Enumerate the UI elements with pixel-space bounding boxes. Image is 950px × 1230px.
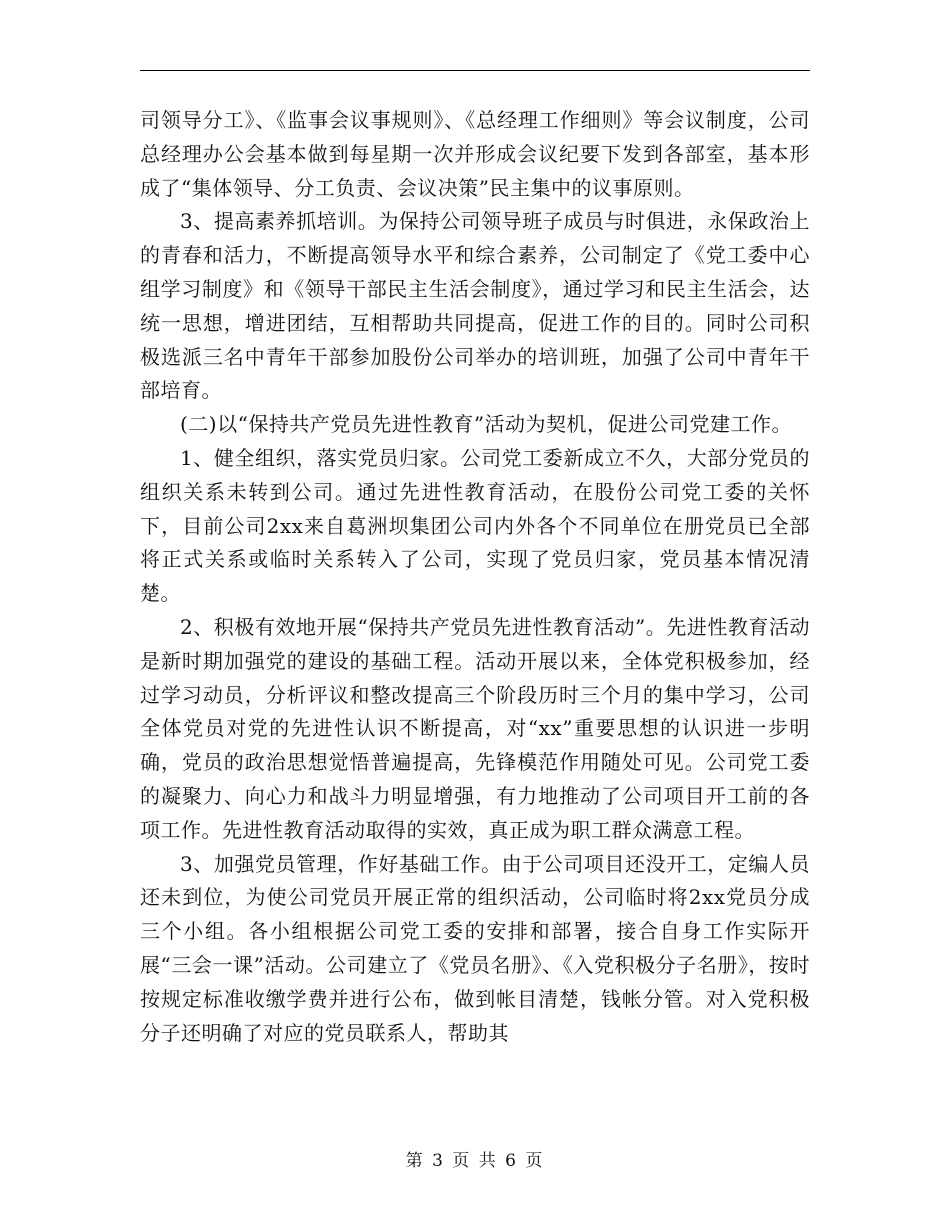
paragraph: 司领导分工》、《监事会议事规则》、《总经理工作细则》等会议制度，公司总经理办公会基本做到每星期一次并形成会议纪要下发到各部室，基本形成了“集体领导、分工负责、会议决策”民主集中的议事原则。 [140, 108, 810, 200]
paragraph: 3、提高素养抓培训。为保持公司领导班子成员与时俱进，永保政治上的青春和活力，不断提高领导水平和综合素养，公司制定了《党工委中心组学习制度》和《领导干部民主生活会制度》，通过学习和民主生活会，达统一思想，增进团结，互相帮助共同提高，促进工作的目的。同时公司积极选派三名中青年干部参加股份公司举办的培训班，加强了公司中青年干部培育。 [140, 209, 810, 403]
paragraph: 1、健全组织，落实党员归家。公司党工委新成立不久，大部分党员的组织关系未转到公司。通过先进性教育活动，在股份公司党工委的关怀下，目前公司2xx来自葛洲坝集团公司内外各个不同单位在册党员已全部将正式关系或临时关系转入了公司，实现了党员归家，党员基本情况清楚。 [140, 445, 810, 606]
header-rule [140, 70, 810, 71]
page-number: 第 3 页 共 6 页 [405, 1151, 545, 1171]
paragraph: (二)以“保持共产党员先进性教育”活动为契机，促进公司党建工作。 [180, 412, 793, 437]
page-footer [0, 1146, 950, 1171]
paragraph: 2、积极有效地开展“保持共产党员先进性教育活动”。先进性教育活动是新时期加强党的建设的基础工程。活动开展以来，全体党积极参加，经过学习动员，分析评议和整改提高三个阶段历时三个月的集中学习，公司全体党员对党的先进性认识不断提高，对“xx”重要思想的认识进一步明确，党员的政治思想觉悟普遍提高，先锋模范作用随处可见。公司党工委的凝聚力、向心力和战斗力明显增强，有力地推动了公司项目开工前的各项工作。先进性教育活动取得的实效，真正成为职工群众满意工程。 [140, 614, 810, 842]
paragraph: 3、加强党员管理，作好基础工作。由于公司项目还没开工，定编人员还未到位，为使公司党员开展正常的组织活动，公司临时将2xx党员分成三个小组。各小组根据公司党工委的安排和部署，接合自身工作实际开展“三会一课”活动。公司建立了《党员名册》、《入党积极分子名册》，按时按规定标准收缴学费并进行公布，做到帐目清楚，钱帐分管。对入党积极分子还明确了对应的党员联系人，帮助其 [140, 851, 810, 1045]
document-body [140, 104, 810, 1050]
